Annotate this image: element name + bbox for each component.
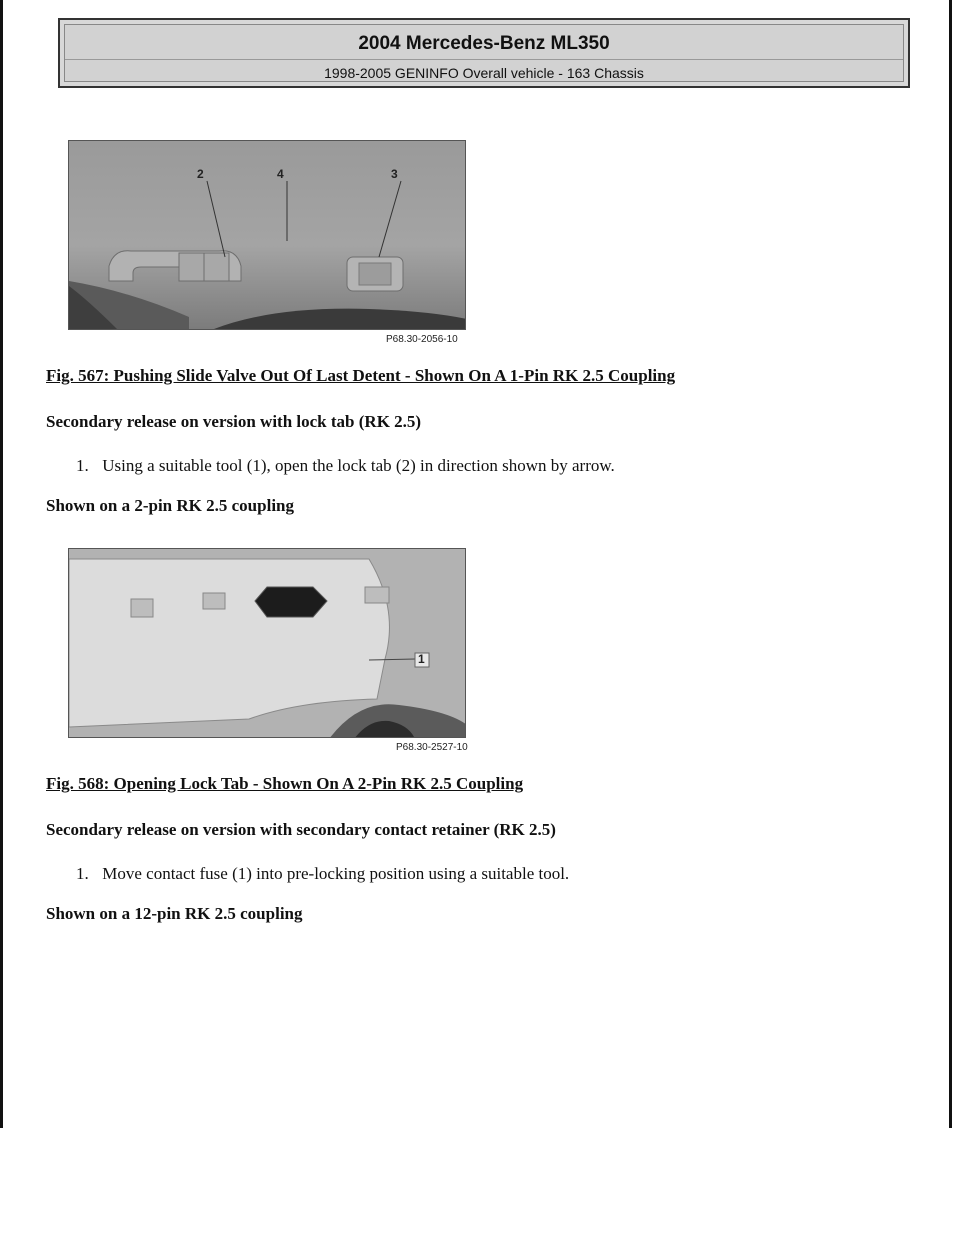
callout-3: 3 — [391, 167, 398, 181]
figure-567-illustration — [69, 141, 466, 330]
shown-on-12pin: Shown on a 12-pin RK 2.5 coupling — [46, 904, 303, 923]
shown-on-2pin: Shown on a 2-pin RK 2.5 coupling — [46, 496, 294, 515]
lock-tab-step-1 — [76, 456, 615, 476]
header-divider — [65, 59, 903, 60]
contact-retainer-step-1 — [76, 864, 569, 884]
figure-568-caption[interactable]: Fig. 568: Opening Lock Tab - Shown On A 2-Pin RK 2.5 Coupling — [46, 774, 524, 793]
step-number: 1. — [76, 456, 89, 475]
callout-4: 4 — [277, 167, 284, 181]
callout-2: 2 — [197, 167, 204, 181]
header-panel — [64, 24, 904, 82]
lock-tab-heading: Secondary release on version with lock tab (RK 2.5) — [46, 412, 422, 431]
step-number: 1. — [76, 864, 89, 883]
figure-567-caption[interactable]: Fig. 567: Pushing Slide Valve Out Of Last Detent - Shown On A 1-Pin RK 2.5 Coupling — [46, 366, 676, 385]
figure-568-image — [68, 548, 466, 738]
figure-568-illustration — [69, 549, 466, 738]
figure-568-code: P68.30-2527-10 — [396, 742, 468, 753]
step-text: Move contact fuse (1) into pre-locking position using a suitable tool. — [102, 864, 570, 883]
contact-retainer-heading: Secondary release on version with secondary contact retainer (RK 2.5) — [46, 820, 556, 839]
figure-567-image — [68, 140, 466, 330]
document-header — [58, 18, 910, 88]
figure-567-code: P68.30-2056-10 — [386, 334, 458, 345]
step-text: Using a suitable tool (1), open the lock tab (2) in direction shown by arrow. — [102, 456, 615, 475]
section-subtitle: 1998-2005 GENINFO Overall vehicle - 163 Chassis — [324, 65, 644, 81]
callout-1: 1 — [418, 652, 425, 666]
vehicle-title: 2004 Mercedes-Benz ML350 — [358, 33, 610, 54]
